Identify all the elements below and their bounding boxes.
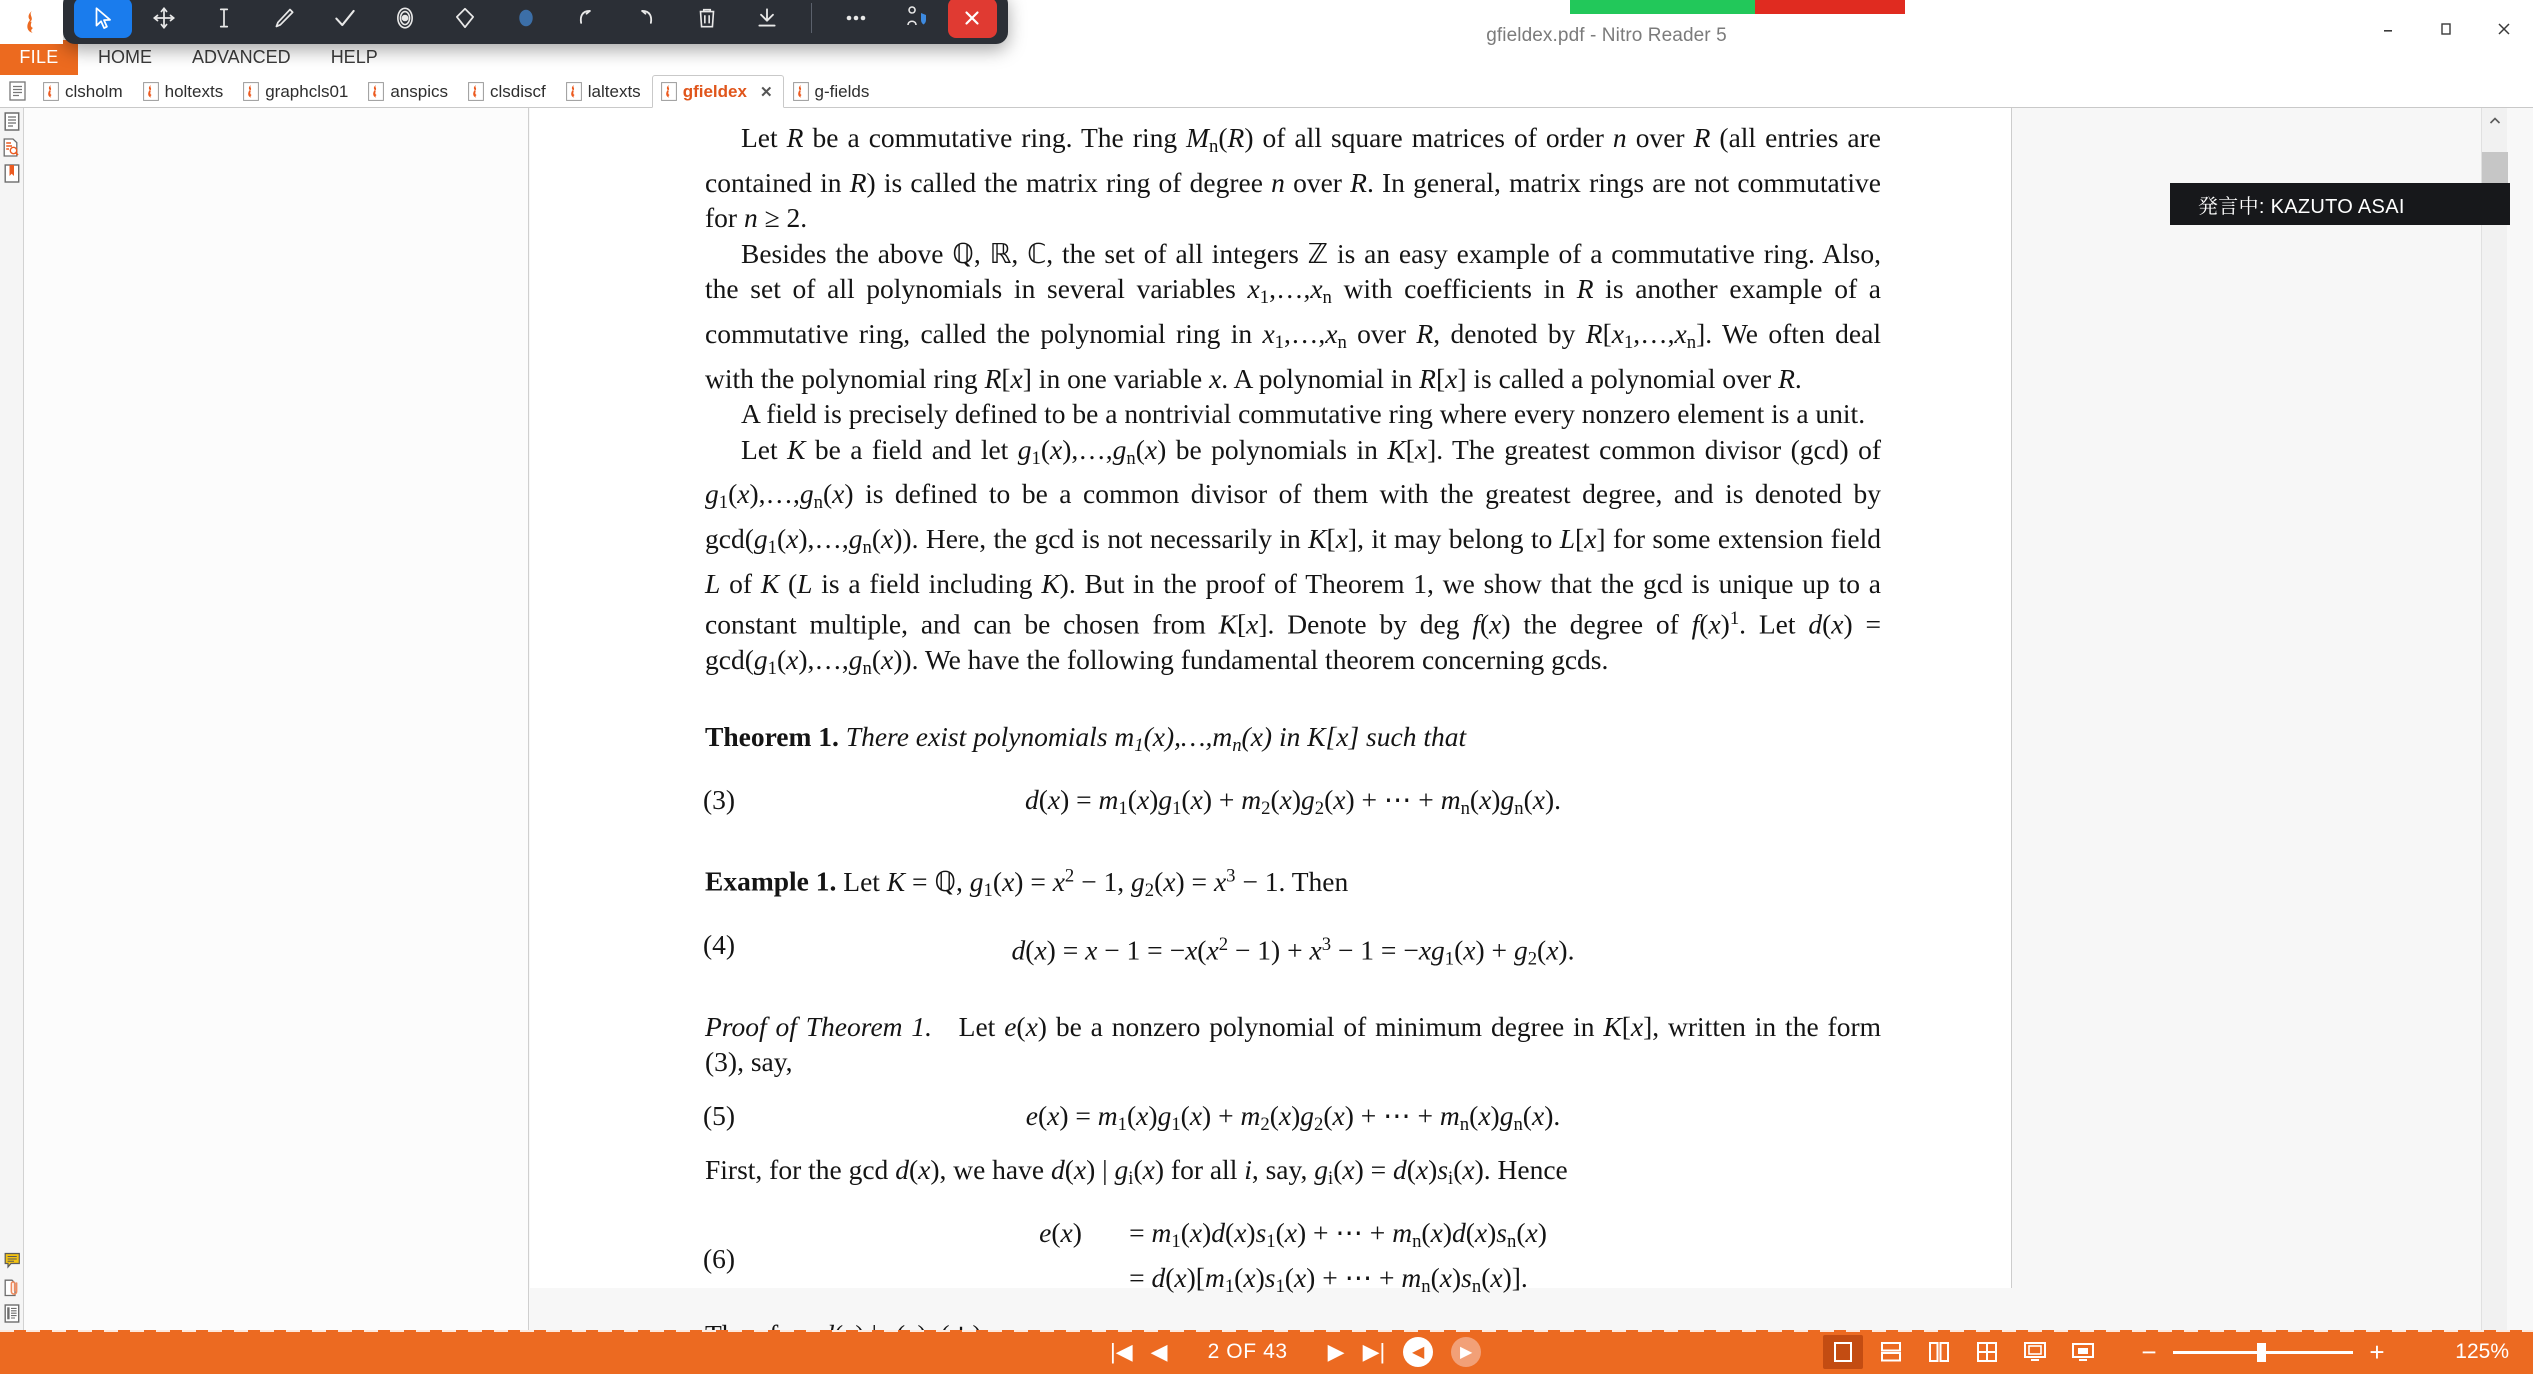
navigate-back-button[interactable]: ◀ (1403, 1337, 1433, 1367)
equation-body: $d(x) = m_1(x)g_1(x) + m_2(x)g_2(x)$ + ⋯ + $m_n(x)g_n(x)$. (1024, 783, 1561, 819)
tab-clsholm[interactable] (34, 76, 134, 107)
navigation-pane[interactable] (24, 108, 529, 1330)
pdf-page-content (530, 108, 2011, 1352)
save-download-button[interactable] (738, 0, 796, 38)
ribbon-menu-bar (0, 40, 1010, 75)
background-window-strip (1570, 0, 1915, 14)
equation-3 (705, 782, 1881, 827)
speaker-notification (2170, 183, 2510, 225)
toolbar-divider (811, 3, 812, 33)
zoom-in-button[interactable]: + (2369, 1337, 2385, 1367)
tab-label: holtexts (164, 81, 224, 101)
pdf-file-icon (566, 82, 582, 101)
minimize-button[interactable] (2359, 0, 2417, 57)
scroll-up-arrow-icon[interactable] (2482, 108, 2508, 134)
spotlight-tool[interactable] (376, 0, 434, 38)
view-fit-screen[interactable] (2015, 1335, 2055, 1369)
equation-number: (6) (703, 1243, 736, 1275)
tab-label: laltexts (587, 81, 641, 101)
sidebar-item-bookmarks[interactable] (0, 160, 24, 186)
green-strip (1570, 0, 1755, 14)
proof-of-theorem-1 (705, 1009, 1881, 1080)
page-indicator: 2 OF 43 (1207, 1340, 1288, 1363)
sidebar-item-comments[interactable] (0, 1248, 24, 1274)
paragraph-field-definition: A field is precisely defined to be a nontrivial commutative ring where every nonzero element is a unit. (741, 398, 1866, 430)
proof-statement: Let e(x) be a nonzero polynomial of minimum degree in K[x], written in the form (3), say, (705, 1010, 1881, 1078)
presenter-button[interactable] (888, 0, 946, 38)
next-page-button[interactable]: ▶ (1327, 1339, 1345, 1364)
tab-label: graphcls01 (265, 81, 349, 101)
equation-5 (705, 1098, 1881, 1143)
proof-label: Proof of Theorem 1. (705, 1010, 933, 1042)
paragraph-besides-integers: Besides the above ℚ, ℝ, ℂ, the set of all integers ℤ is an easy example of a commutative ring. Also, the set of all polynomials in several variables $x_1,\dots,x_n$ with coefficients in R is another example of a commutative ring, called the polynomial ring in $x_1,\dots,x_n$ over R, denoted by $R[x_1,\dots,x_n]$. We often deal with the polynomial ring R[x] in one variable x. A polynomial in R[x] is called a polynomial over R. (705, 237, 1881, 394)
equation-number: (3) (703, 783, 736, 815)
vertical-scrollbar[interactable] (2481, 108, 2507, 1330)
eraser-tool[interactable] (436, 0, 494, 38)
tab-label: g-fields (814, 81, 870, 101)
tab-clsdiscf[interactable] (459, 76, 557, 107)
theorem-statement: There exist polynomials $m_1(x),\dots,m_n(x)$ in K[x] such that (845, 720, 1467, 757)
tab-label: gfieldex (682, 81, 747, 101)
move-tool[interactable] (134, 0, 192, 38)
tab-graphcls01[interactable] (234, 76, 359, 107)
delete-button[interactable] (678, 0, 736, 38)
sidebar-item-search[interactable] (0, 134, 24, 160)
equation-body: $e(x) = m_1(x)g_1(x) + m_2(x)g_2(x)$ + ⋯ + $m_n(x)g_n(x)$. (1025, 1099, 1561, 1135)
status-bar (0, 1330, 2533, 1374)
sidebar-item-pages[interactable] (0, 108, 24, 134)
tab-close-icon[interactable]: ✕ (759, 83, 773, 101)
equation-number: (4) (703, 928, 736, 960)
tab-label: anspics (390, 81, 449, 101)
theorem-1 (705, 719, 1881, 764)
left-navigation-rail (0, 108, 24, 1330)
sidebar-item-attachments[interactable] (0, 1274, 24, 1300)
page-navigation-controls (1110, 1337, 1481, 1367)
pdf-file-icon (368, 82, 384, 101)
equation-6-line-2: = $d(x)[m_1(x)s_1(x)$ + ⋯ + $m_n(x)s_n(x)$]. (1129, 1261, 1528, 1298)
tab-gfieldex[interactable] (652, 75, 784, 108)
rail-bottom-group (0, 1248, 24, 1326)
example-label: Example 1. (705, 865, 837, 897)
pen-tool[interactable] (255, 0, 313, 38)
pdf-file-icon (143, 82, 159, 101)
tab-g-fields[interactable] (784, 76, 881, 107)
example-1 (705, 858, 1881, 908)
annotation-floating-toolbar (63, 0, 1008, 44)
close-window-button[interactable] (2475, 0, 2533, 57)
pdf-file-icon (243, 82, 259, 101)
pdf-file-icon (793, 82, 809, 101)
menu-advanced[interactable]: ADVANCED (192, 47, 291, 67)
view-two-up[interactable] (1919, 1335, 1959, 1369)
speaker-notification-text: 発言中: KAZUTO ASAI (2198, 195, 2405, 218)
menu-home[interactable]: HOME (98, 47, 152, 67)
zoom-slider-thumb[interactable] (2257, 1343, 2266, 1362)
tab-label: clsdiscf (490, 81, 546, 101)
text-tool[interactable] (195, 0, 253, 38)
sidebar-item-layers[interactable] (0, 1300, 24, 1326)
last-page-button[interactable]: ▶| (1362, 1339, 1386, 1364)
document-scroll-area[interactable] (530, 108, 2507, 1330)
menu-file[interactable]: FILE (0, 40, 78, 75)
tab-holtexts[interactable] (134, 76, 235, 107)
window-title: gfieldex.pdf - Nitro Reader 5 (1486, 24, 1727, 46)
zoom-controls (2133, 1339, 2509, 1365)
navigate-forward-button[interactable]: ▶ (1451, 1337, 1481, 1367)
more-options-button[interactable] (827, 0, 885, 38)
view-single-page[interactable] (1823, 1335, 1863, 1369)
pdf-file-icon (468, 82, 484, 101)
window-controls (2359, 0, 2533, 57)
view-full-screen[interactable] (2063, 1335, 2103, 1369)
equation-6 (705, 1215, 1881, 1304)
tab-laltexts[interactable] (557, 76, 652, 107)
view-and-zoom-controls (1819, 1335, 2533, 1369)
proof-after-eq5: First, for the gcd d(x), we have d(x) | $g_i(x)$ for all i, say, $g_i(x) = d(x)s_i(x)$. Hence (705, 1154, 1568, 1190)
nitro-app-logo (0, 0, 63, 44)
menu-help[interactable]: HELP (330, 47, 378, 67)
pdf-file-icon (43, 82, 59, 101)
zoom-out-button[interactable]: − (2141, 1337, 2157, 1367)
equation-4 (705, 927, 1881, 977)
tab-label: clsholm (65, 81, 123, 101)
zoom-slider-track[interactable] (2173, 1351, 2353, 1354)
previous-page-button[interactable]: ◀ (1150, 1339, 1168, 1364)
maximize-button[interactable] (2417, 0, 2475, 57)
theorem-label: Theorem 1. (705, 720, 839, 752)
first-page-button[interactable]: |◀ (1110, 1339, 1133, 1364)
zoom-level-label: 125% (2455, 1340, 2509, 1363)
paragraph-commutative-ring: Let R be a commutative ring. The ring $M_n(R)$ of all square matrices of order n over R (all entries are contained in R) is called the matrix ring of degree n over R. In general, matrix rings are not commutative for n ≥ 2. (705, 122, 1881, 234)
undo-button[interactable] (557, 0, 615, 38)
equation-body: $d(x) = x - 1 = -x(x^2 - 1) + x^3 - 1 = -xg_1(x) + g_2(x)$. (1011, 933, 1575, 970)
example-statement: Let K = ℚ, $g_1(x) = x^2 - 1$, $g_2(x) = x^3 - 1$. Then (843, 865, 1349, 902)
paragraph-gcd-definition: Let K be a field and let $g_1(x),\dots,g_n(x)$ be polynomials in K[x]. The greatest common divisor (gcd) of $g_1(x),\dots,g_n(x)$ is defined to be a common divisor of them with the greatest degree, and is denoted by $\gcd(g_1(x),\dots,g_n(x))$. Here, the gcd is not necessarily in K[x], it may belong to L[x] for some extension field L of K (L is a field including K). But in the proof of Theorem 1, we show that the gcd is unique up to a constant multiple, and can be chosen from K[x]. Denote by deg f(x) the degree of $f(x)^1$. Let $d(x) = \gcd(g_1(x),\dots,g_n(x))$. We have the following fundamental theorem concerning gcds. (705, 433, 1881, 680)
select-cursor-tool[interactable] (74, 0, 132, 38)
equation-number: (5) (703, 1099, 736, 1131)
tab-anspics[interactable] (359, 76, 459, 107)
tab-list-icon[interactable] (0, 74, 34, 107)
pdf-page (530, 108, 2012, 1298)
view-continuous[interactable] (1871, 1335, 1911, 1369)
equation-6-lhs: e(x) (1039, 1217, 1082, 1249)
pdf-file-icon (661, 82, 677, 101)
color-swatch[interactable] (497, 0, 555, 38)
view-grid[interactable] (1967, 1335, 2007, 1369)
status-bar-top-edge (0, 1330, 2533, 1332)
close-toolbar-button[interactable] (948, 0, 997, 38)
check-tool[interactable] (315, 0, 373, 38)
redo-button[interactable] (617, 0, 675, 38)
equation-6-line-1: = $m_1(x)d(x)s_1(x)$ + ⋯ + $m_n(x)d(x)s_n(x)$ (1129, 1217, 1547, 1253)
work-area (24, 108, 2533, 1330)
document-tab-bar (0, 75, 2533, 108)
red-strip (1755, 0, 1905, 14)
